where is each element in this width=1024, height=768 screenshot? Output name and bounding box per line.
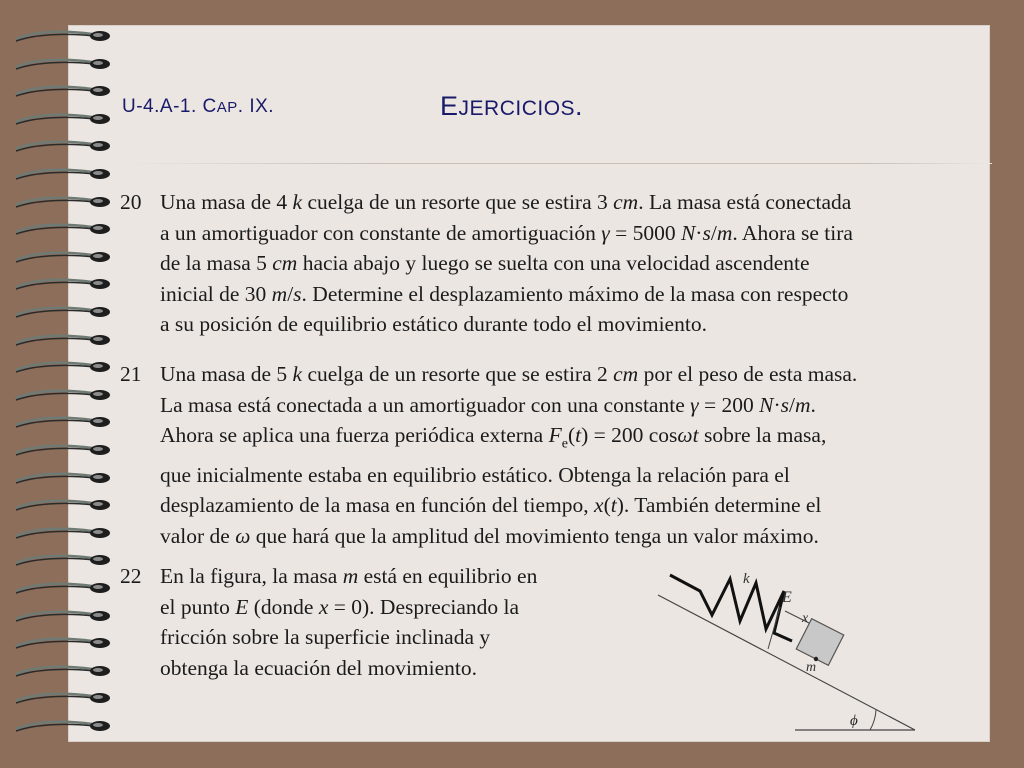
angle-arc <box>870 710 876 730</box>
displacement-label: x <box>802 611 809 626</box>
point-label: E <box>782 589 792 606</box>
text-run: = 5000 <box>609 220 681 245</box>
spiral-ring <box>14 140 110 154</box>
exercise-text-line <box>160 187 1000 218</box>
text-run: . Determine el desplazamiento máximo de la masa con respecto <box>301 281 849 306</box>
text-run: . La masa está conectada <box>638 190 852 214</box>
text-run: = 0). Despreciando la <box>328 594 520 619</box>
text-run: t <box>610 493 617 518</box>
text-run: cm <box>613 362 639 386</box>
text-run: está en equilibrio en <box>358 564 538 588</box>
chapter-code: U-4.A-1. CAP. IX. <box>122 96 275 117</box>
text-run: En la figura, la masa <box>160 564 343 588</box>
spiral-ring <box>14 223 110 237</box>
exercise-21 <box>120 359 1000 551</box>
spring-coil <box>670 575 792 641</box>
text-run: ). También determine el <box>616 493 822 518</box>
text-run: ( <box>567 423 576 447</box>
text-run: ) = 200 cos <box>581 423 678 447</box>
text-run: e <box>561 436 568 452</box>
spiral-ring <box>14 334 110 348</box>
exercise-text-line <box>160 490 1000 521</box>
text-run: valor de <box>160 523 236 548</box>
text-run: · <box>695 220 703 245</box>
text-run: / <box>710 220 717 245</box>
text-run: ωt <box>677 423 699 447</box>
text-run: m <box>794 392 811 417</box>
text-run: que hará que la amplitud del movimiento tenga un valor máximo. <box>250 523 819 548</box>
exercise-number: 21 <box>120 362 142 386</box>
spiral-ring <box>14 610 110 624</box>
text-run: cm <box>613 190 639 214</box>
text-run: x <box>594 493 604 518</box>
text-run: t <box>575 423 582 447</box>
spiral-ring <box>14 692 110 706</box>
text-run: Ahora se aplica una fuerza periódica externa <box>160 423 549 447</box>
text-run: el punto <box>160 594 236 619</box>
text-run: x <box>318 594 329 619</box>
text-run: . <box>810 392 816 417</box>
exercise-22 <box>120 561 640 683</box>
text-run: / <box>789 392 795 417</box>
text-run: γ <box>690 392 699 417</box>
exercise-text-line <box>160 359 1000 390</box>
text-run: N <box>680 220 696 245</box>
text-run: a un amortiguador con constante de amortiguación <box>160 220 602 245</box>
text-run: ( <box>603 493 611 518</box>
spiral-ring <box>14 416 110 430</box>
text-run: k <box>292 362 303 386</box>
text-run: de la masa 5 <box>160 251 273 275</box>
spiral-ring <box>14 30 110 44</box>
text-run: obtenga la ecuación del movimiento. <box>160 655 478 680</box>
text-run: La masa está conectada a un amortiguador con una constante <box>160 392 691 417</box>
text-run: k <box>292 190 303 214</box>
exercise-text-line <box>160 309 1000 340</box>
page-title: EJERCICIOS. <box>440 91 584 121</box>
text-run: . Ahora se tira <box>732 220 853 245</box>
spiral-ring <box>14 582 110 596</box>
text-run: N <box>759 392 774 417</box>
exercise-text-line <box>160 622 640 653</box>
text-run: s <box>780 392 789 417</box>
spiral-ring <box>14 554 110 568</box>
exercise-text-line <box>160 390 1000 421</box>
spiral-ring <box>14 665 110 679</box>
text-run: F <box>548 423 562 447</box>
spiral-ring <box>14 361 110 375</box>
spiral-ring <box>14 472 110 486</box>
exercise-20 <box>120 187 1000 340</box>
text-run: m <box>271 281 288 306</box>
incline-surface <box>658 595 915 730</box>
exercise-text-line <box>160 521 1000 552</box>
spiral-ring <box>14 306 110 320</box>
inclined-plane-figure <box>650 555 920 740</box>
exercise-text-line <box>160 460 1000 491</box>
exercise-text-line <box>160 279 1000 310</box>
text-run: γ <box>601 220 610 245</box>
exercise-text-line <box>160 561 640 592</box>
spring-label: k <box>743 571 750 587</box>
text-run: sobre la masa, <box>698 423 827 447</box>
spiral-ring <box>14 251 110 265</box>
text-run: s <box>702 220 711 245</box>
text-run: Una masa de 5 <box>160 362 293 386</box>
text-run: por el peso de esta masa. <box>638 362 858 386</box>
spiral-ring <box>14 85 110 99</box>
header-divider <box>122 163 992 164</box>
text-run: · <box>773 392 781 417</box>
text-run: / <box>287 281 294 306</box>
exercise-number: 22 <box>120 564 142 588</box>
exercise-text-line <box>160 592 640 623</box>
spiral-ring <box>14 499 110 513</box>
spiral-ring <box>14 637 110 651</box>
text-run: que inicialmente estaba en equilibrio estático. Obtenga la relación para el <box>160 462 790 487</box>
text-run: cuelga de un resorte que se estira 2 <box>302 362 614 386</box>
spiral-ring <box>14 389 110 403</box>
text-run: m <box>716 220 733 245</box>
exercise-text-line <box>160 248 1000 279</box>
spiral-ring <box>14 196 110 210</box>
text-run: ω <box>235 523 251 548</box>
spiral-ring <box>14 720 110 734</box>
exercise-number: 20 <box>120 190 142 214</box>
mass-label: m <box>806 660 817 675</box>
text-run: Una masa de 4 <box>160 190 293 214</box>
spiral-ring <box>14 278 110 292</box>
spiral-ring <box>14 168 110 182</box>
text-run: cuelga de un resorte que se estira 3 <box>302 190 614 214</box>
text-run: E <box>235 594 249 619</box>
exercise-text-line <box>160 420 1000 460</box>
exercise-text-line <box>160 653 640 684</box>
text-run: cm <box>272 251 298 275</box>
text-run: desplazamiento de la masa en función del tiempo, <box>160 493 595 518</box>
text-run: hacia abajo y luego se suelta con una velocidad ascendente <box>297 251 810 275</box>
exercise-text-line <box>160 218 1000 249</box>
text-run: = 200 <box>698 392 760 417</box>
spiral-ring <box>14 444 110 458</box>
text-run: s <box>293 281 302 306</box>
angle-label: ϕ <box>850 713 858 729</box>
spiral-ring <box>14 113 110 127</box>
text-run: inicial de 30 <box>160 281 272 306</box>
text-run: fricción sobre la superficie inclinada y <box>160 625 491 649</box>
text-run: m <box>342 564 359 588</box>
text-run: a su posición de equilibrio estático durante todo el movimiento. <box>160 312 707 336</box>
text-run: (donde <box>248 594 319 619</box>
spiral-ring <box>14 58 110 72</box>
spiral-ring <box>14 527 110 541</box>
